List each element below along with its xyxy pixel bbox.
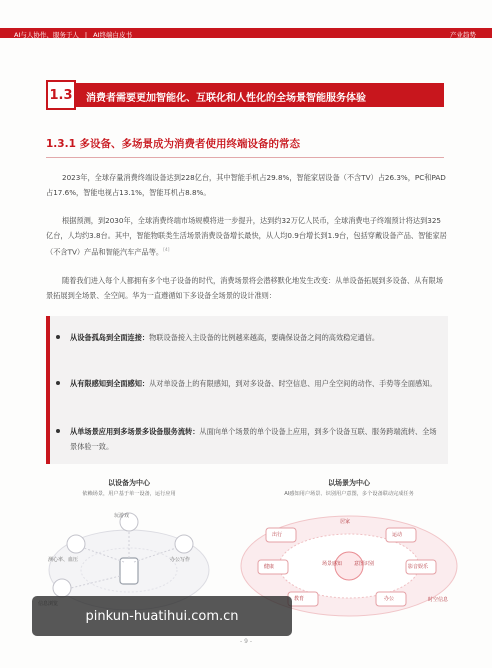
subsection-divider: [46, 157, 444, 158]
scene-label: 居家: [340, 519, 351, 525]
page-header: [0, 0, 492, 40]
diagram-left-title: 以设备为中心: [108, 479, 150, 487]
header-left: AI与人协作、服务于人 | AI终端白皮书: [14, 31, 132, 39]
scene-label: 健康: [264, 564, 275, 570]
paragraph-2: [46, 213, 448, 259]
diagram-left-subtitle: 依赖场景，用户基于单一设备，运行应用: [82, 491, 176, 497]
bullet-icon: [56, 335, 60, 339]
bullet-icon: [56, 381, 60, 385]
footnote-mark: [4]: [163, 248, 170, 253]
header-chapter: 产业趋势: [450, 31, 476, 39]
header-doc-title: AI终端白皮书: [93, 31, 132, 39]
paragraph-1: 2023年，全球存量消费终端设备达到228亿台，其中智能手机占29.8%，智能家居设备（不含TV）占26.3%，PC和PAD占17.6%，智能电视占13.1%，智能耳机占8.8%。: [46, 173, 446, 197]
scene-label: 办公: [384, 596, 395, 602]
principle-item: [70, 376, 440, 391]
header-section-label: AI与人协作、服务于人: [14, 31, 79, 39]
scene-label: 影音娱乐: [408, 564, 429, 570]
principle-text: 从对单设备上的有限感知，到对多设备、时空信息、用户全空间的动作、手势等全面感知。: [149, 379, 437, 388]
paragraph-2-text: 根据预测，到2030年，全球消费终端市场规模将进一步提升，达到约32万亿人民币，全球消费电子终端预计将达到325亿台，人均约3.8台。其中，智能物联类生活场景消费设备增长最快，从人均0.9台增长到1.9台，包括穿戴设备产品、智能家居（不含TV）产品和智能汽车产品等。: [46, 216, 447, 257]
principle-bold: 从有限感知到全面感知：: [70, 379, 150, 388]
bullet-icon: [56, 429, 60, 433]
page-number: - 9 -: [240, 638, 252, 645]
principle-item: [70, 330, 440, 345]
subsection-title: 1.3.1 多设备、多场景成为消费者使用终端设备的常态: [46, 138, 301, 150]
principle-text: 物联设备接入主设备的比例越来越高，要确保设备之间的高效稳定通信。: [149, 333, 380, 342]
section-title: 消费者需要更加智能化、互联化和人性化的全场景智能服务体验: [86, 93, 366, 104]
principle-item: [70, 424, 440, 454]
scene-label: 教育: [294, 596, 305, 602]
diagram-left-label: 办公写作: [170, 557, 191, 563]
scene-label: 时空信息: [428, 597, 449, 603]
scene-label: 场景感知: [322, 561, 343, 567]
principle-bold: 从单场景应用到多场景多设备服务流转：: [70, 427, 200, 436]
scene-label: 运动: [392, 532, 403, 538]
principle-bold: 从设备孤岛到全面连接：: [70, 333, 150, 342]
diagram-right-title: 以场景为中心: [328, 479, 370, 487]
diagram-right-subtitle: AI感知用户场景、识别用户意图，多个设备联动完成任务: [284, 491, 414, 497]
diagram-left-label: 玩游戏: [114, 513, 130, 519]
scene-label: 意图识别: [354, 561, 375, 567]
section-number: 1.3: [46, 80, 76, 110]
paragraph-3: 随着我们进入每个人都拥有多个电子设备的时代，消费场景将会潜移默化地发生改变：从单设备拓展到多设备、从有限场景拓展到全场景、全空间。华为一直遵循如下多设备全场景的设计准则：: [46, 276, 443, 300]
diagram-left-label: 测心率、血压: [48, 557, 79, 563]
scene-label: 出行: [272, 532, 283, 538]
principle-text: 从面向单个场景的单个设备上应用，到多个设备互联、服务跨端流转、全场景体验一致。: [70, 427, 437, 451]
principles-box-accent: [46, 316, 50, 464]
watermark-banner: pinkun-huatihui.com.cn: [32, 596, 292, 636]
